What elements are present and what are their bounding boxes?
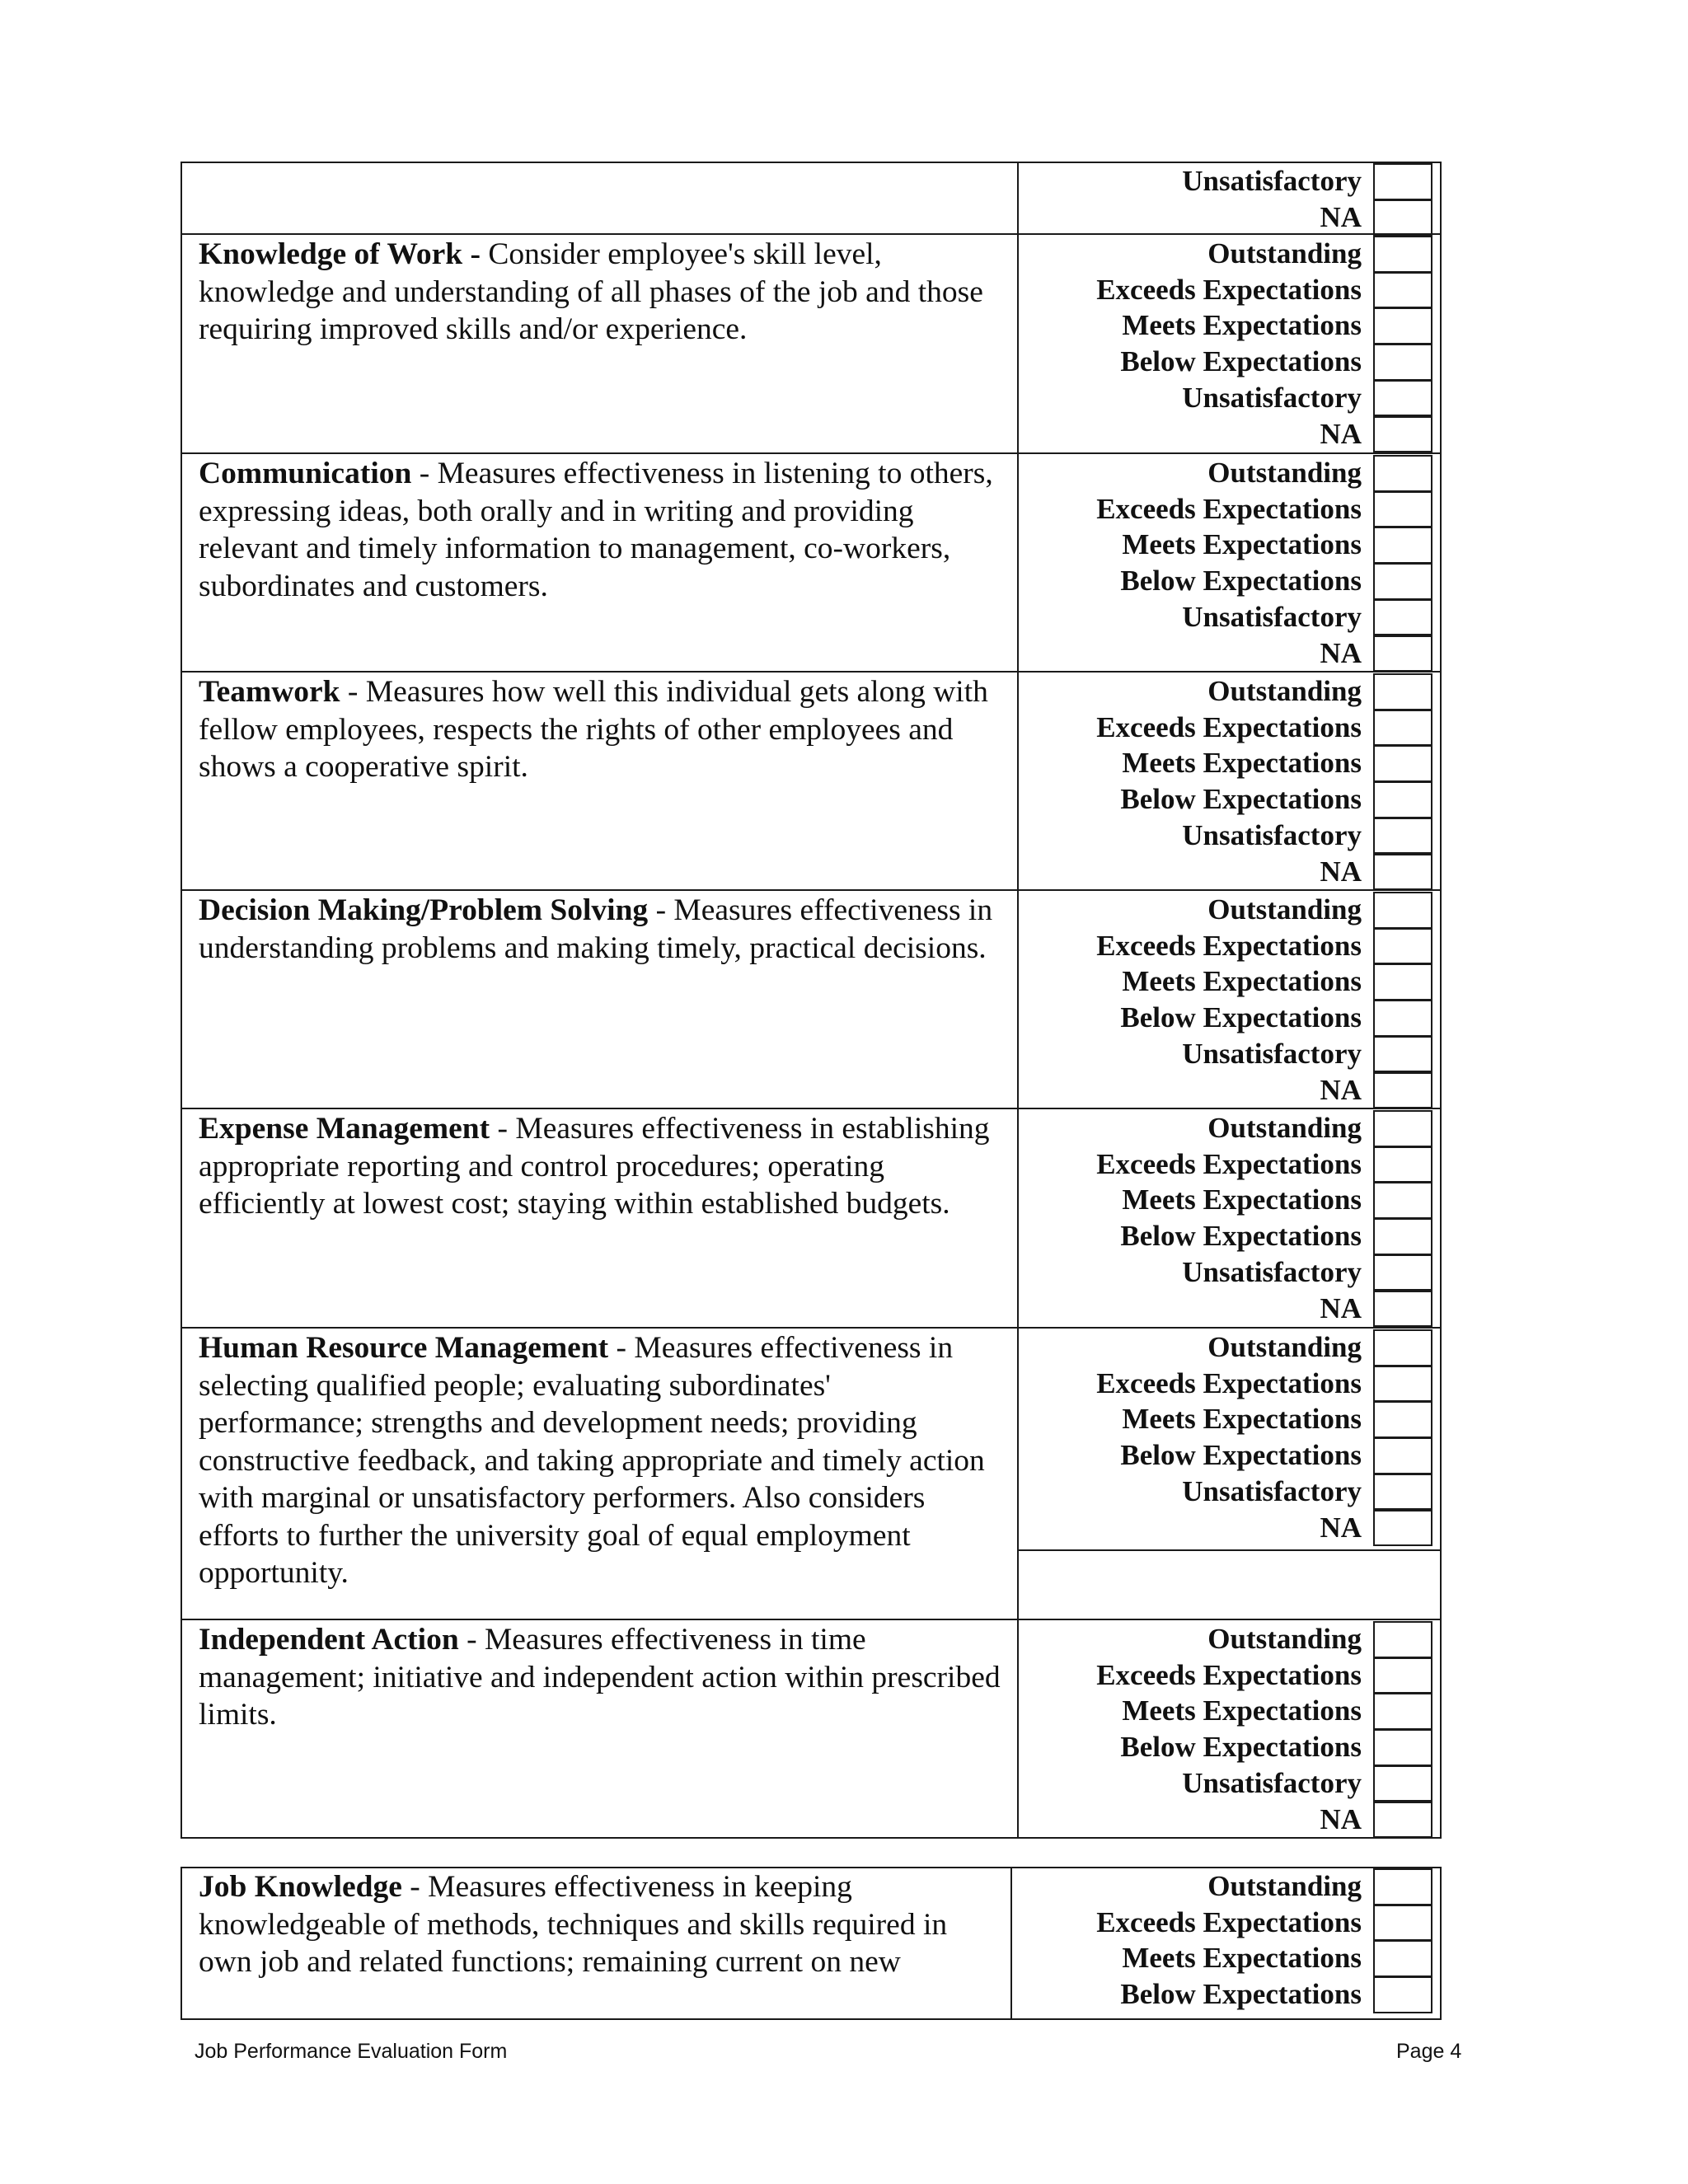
rating-checkbox-outstanding[interactable] (1373, 1868, 1432, 1905)
footer-form-name: Job Performance Evaluation Form (195, 2040, 508, 2063)
rating-label-na: NA (1320, 855, 1362, 888)
section-separator (181, 671, 1442, 673)
rating-checkbox-exceeds-expectations[interactable] (1373, 272, 1432, 309)
section-separator (181, 1619, 1442, 1620)
rating-checkbox-exceeds-expectations[interactable] (1373, 710, 1432, 747)
rating-label-exceeds-expectations: Exceeds Expectations (1096, 492, 1362, 525)
rating-checkbox-below-expectations[interactable] (1373, 563, 1432, 600)
rating-checkbox-meets-expectations[interactable] (1373, 527, 1432, 564)
rating-label-exceeds-expectations: Exceeds Expectations (1096, 1905, 1362, 1938)
rating-label-exceeds-expectations: Exceeds Expectations (1096, 710, 1362, 743)
rating-label-meets-expectations: Meets Expectations (1122, 1694, 1362, 1727)
rating-checkbox-exceeds-expectations[interactable] (1373, 491, 1432, 528)
rating-checkbox-na[interactable] (1373, 1802, 1432, 1839)
rating-checkbox-na[interactable] (1373, 1072, 1432, 1109)
rating-label-unsatisfactory: Unsatisfactory (1182, 1766, 1362, 1799)
rating-label-na: NA (1320, 636, 1362, 669)
rating-label-outstanding: Outstanding (1207, 1112, 1362, 1144)
rating-checkbox-exceeds-expectations[interactable] (1373, 928, 1432, 965)
rating-label-na: NA (1320, 417, 1362, 450)
rating-checkbox-outstanding[interactable] (1373, 673, 1432, 710)
rating-label-exceeds-expectations: Exceeds Expectations (1096, 929, 1362, 962)
rating-label-outstanding: Outstanding (1207, 1870, 1362, 1902)
rating-checkbox-meets-expectations[interactable] (1373, 1401, 1432, 1438)
rating-label-na: NA (1320, 1802, 1362, 1835)
criterion-description (182, 1621, 1017, 1734)
rating-label-na: NA (1320, 1511, 1362, 1544)
criterion-title: Job Knowledge (199, 1870, 402, 1904)
rating-checkbox-na[interactable] (1373, 854, 1432, 891)
rating-label-unsatisfactory: Unsatisfactory (1182, 600, 1362, 633)
rating-checkbox-meets-expectations[interactable] (1373, 1693, 1432, 1730)
rating-label-unsatisfactory: Unsatisfactory (1182, 165, 1362, 197)
rating-label-meets-expectations: Meets Expectations (1122, 965, 1362, 998)
rating-label-exceeds-expectations: Exceeds Expectations (1096, 1658, 1362, 1691)
rating-label-meets-expectations: Meets Expectations (1122, 1942, 1362, 1975)
rating-checkbox-na[interactable] (1373, 416, 1432, 453)
column-divider (1010, 1867, 1012, 2020)
criterion-text: - Measures effectiveness in listening to others, expressing ideas, both orally and in writing and providing relevant and timely information to management, co-workers, subordinates and customers. (199, 457, 993, 603)
rating-checkbox-exceeds-expectations[interactable] (1373, 1905, 1432, 1942)
rating-label-outstanding: Outstanding (1207, 457, 1362, 489)
rating-label-meets-expectations: Meets Expectations (1122, 747, 1362, 780)
section-separator (181, 889, 1442, 891)
rating-checkbox-outstanding[interactable] (1373, 455, 1432, 492)
rating-label-unsatisfactory: Unsatisfactory (1182, 381, 1362, 414)
rating-label-na: NA (1320, 200, 1362, 233)
rating-label-na: NA (1320, 1291, 1362, 1324)
rating-label-unsatisfactory: Unsatisfactory (1182, 818, 1362, 851)
criterion-text: - Measures effectiveness in selecting qualified people; evaluating subordinates' performance; strengths and development needs; providing constructive feedback, and taking appropriate and timely action with marginal or unsatisfactory performers. Also considers efforts to further the university goal of equal employment opportunity. (199, 1331, 985, 1590)
rating-label-below-expectations: Below Expectations (1120, 783, 1362, 816)
criterion-title: Communication (199, 457, 412, 490)
rating-checkbox-meets-expectations[interactable] (1373, 963, 1432, 1001)
rating-label-meets-expectations: Meets Expectations (1122, 309, 1362, 342)
rating-label-below-expectations: Below Expectations (1120, 565, 1362, 598)
rating-checkbox-below-expectations[interactable] (1373, 1000, 1432, 1037)
rating-checkbox-meets-expectations[interactable] (1373, 1182, 1432, 1219)
rating-label-unsatisfactory: Unsatisfactory (1182, 1474, 1362, 1507)
criterion-text: - Measures effectiveness in establishing appropriate reporting and control procedures; operating efficiently at lowest cost; staying within established budgets. (199, 1112, 990, 1221)
criterion-description (182, 1868, 1010, 1981)
criterion-title: Teamwork (199, 675, 340, 709)
rating-checkbox-unsatisfactory[interactable] (1373, 1474, 1432, 1511)
section-separator (181, 233, 1442, 235)
criterion-text: Consider employee's skill level, knowledge and understanding of all phases of the job and those requiring improved skills and/or experience. (199, 237, 983, 346)
rating-checkbox-unsatisfactory[interactable] (1373, 1254, 1432, 1291)
rating-checkbox-unsatisfactory[interactable] (1373, 818, 1432, 855)
rating-label-meets-expectations: Meets Expectations (1122, 1183, 1362, 1216)
section-separator (181, 1327, 1442, 1329)
criterion-text: - Measures how well this individual gets along with fellow employees, respects the rights of other employees and shows a cooperative spirit. (199, 675, 988, 784)
rating-label-unsatisfactory: Unsatisfactory (1182, 1255, 1362, 1288)
rating-label-below-expectations: Below Expectations (1120, 1978, 1362, 2011)
rating-checkbox-unsatisfactory[interactable] (1373, 1036, 1432, 1073)
rating-checkbox-outstanding[interactable] (1373, 1621, 1432, 1658)
rating-label-below-expectations: Below Expectations (1120, 1731, 1362, 1764)
rating-label-outstanding: Outstanding (1207, 893, 1362, 926)
rating-label-exceeds-expectations: Exceeds Expectations (1096, 1147, 1362, 1180)
criterion-text: - Measures effectiveness in understanding problems and making timely, practical decisions. (199, 893, 993, 965)
rating-checkbox-exceeds-expectations[interactable] (1373, 1146, 1432, 1183)
rating-label-below-expectations: Below Expectations (1120, 1001, 1362, 1034)
criterion-title: Knowledge of Work - (199, 237, 481, 271)
section-separator (181, 452, 1442, 454)
criterion-title: Decision Making/Problem Solving (199, 893, 649, 927)
rating-checkbox-unsatisfactory[interactable] (1373, 1765, 1432, 1802)
rating-checkbox-outstanding[interactable] (1373, 236, 1432, 273)
rating-checkbox-unsatisfactory[interactable] (1373, 380, 1432, 417)
rating-label-meets-expectations: Meets Expectations (1122, 528, 1362, 561)
rating-label-below-expectations: Below Expectations (1120, 345, 1362, 378)
rating-label-below-expectations: Below Expectations (1120, 1220, 1362, 1253)
rating-checkbox-below-expectations[interactable] (1373, 344, 1432, 381)
rating-checkbox-outstanding[interactable] (1373, 1329, 1432, 1366)
rating-checkbox-outstanding[interactable] (1373, 1110, 1432, 1147)
rating-label-below-expectations: Below Expectations (1120, 1439, 1362, 1472)
rating-checkbox-below-expectations[interactable] (1373, 1976, 1432, 2013)
section-separator (181, 1108, 1442, 1109)
rating-checkbox-below-expectations[interactable] (1373, 1437, 1432, 1474)
criterion-description (182, 673, 1017, 786)
rating-label-exceeds-expectations: Exceeds Expectations (1096, 1366, 1362, 1399)
rating-checkbox-meets-expectations[interactable] (1373, 1940, 1432, 1977)
rating-checkbox-na[interactable] (1373, 1510, 1432, 1547)
rating-checkbox-meets-expectations[interactable] (1373, 745, 1432, 782)
footer-page-number: Page 4 (1396, 2040, 1462, 2063)
criterion-text: - Measures effectiveness in time management; initiative and independent action within prescribed limits. (199, 1623, 1001, 1732)
criterion-title: Human Resource Management (199, 1331, 609, 1365)
rating-cell-separator (1017, 1549, 1442, 1551)
rating-checkbox-na[interactable] (1373, 1291, 1432, 1328)
rating-label-exceeds-expectations: Exceeds Expectations (1096, 273, 1362, 306)
rating-label-outstanding: Outstanding (1207, 675, 1362, 707)
criterion-description (182, 236, 1017, 349)
rating-label-unsatisfactory: Unsatisfactory (1182, 1037, 1362, 1070)
rating-checkbox-unsatisfactory[interactable] (1373, 163, 1432, 200)
rating-checkbox-below-expectations[interactable] (1373, 1729, 1432, 1766)
criterion-description (182, 892, 1017, 967)
criterion-text: - Measures effectiveness in keeping knowledgeable of methods, techniques and skills required in own job and related functions; remaining current on new (199, 1870, 948, 1979)
rating-checkbox-below-expectations[interactable] (1373, 781, 1432, 818)
rating-label-outstanding: Outstanding (1207, 237, 1362, 269)
rating-checkbox-below-expectations[interactable] (1373, 1218, 1432, 1255)
criterion-title: Expense Management (199, 1112, 490, 1146)
criterion-description (182, 1110, 1017, 1223)
rating-checkbox-exceeds-expectations[interactable] (1373, 1366, 1432, 1403)
criterion-description (182, 455, 1017, 605)
rating-label-outstanding: Outstanding (1207, 1331, 1362, 1363)
rating-label-outstanding: Outstanding (1207, 1623, 1362, 1655)
criterion-title: Independent Action (199, 1623, 459, 1657)
rating-checkbox-na[interactable] (1373, 635, 1432, 673)
rating-checkbox-unsatisfactory[interactable] (1373, 599, 1432, 636)
rating-checkbox-meets-expectations[interactable] (1373, 307, 1432, 344)
criterion-description (182, 1329, 1017, 1592)
rating-checkbox-outstanding[interactable] (1373, 892, 1432, 929)
rating-label-na: NA (1320, 1073, 1362, 1106)
rating-checkbox-exceeds-expectations[interactable] (1373, 1657, 1432, 1694)
rating-checkbox-na[interactable] (1373, 199, 1432, 237)
rating-label-meets-expectations: Meets Expectations (1122, 1403, 1362, 1436)
